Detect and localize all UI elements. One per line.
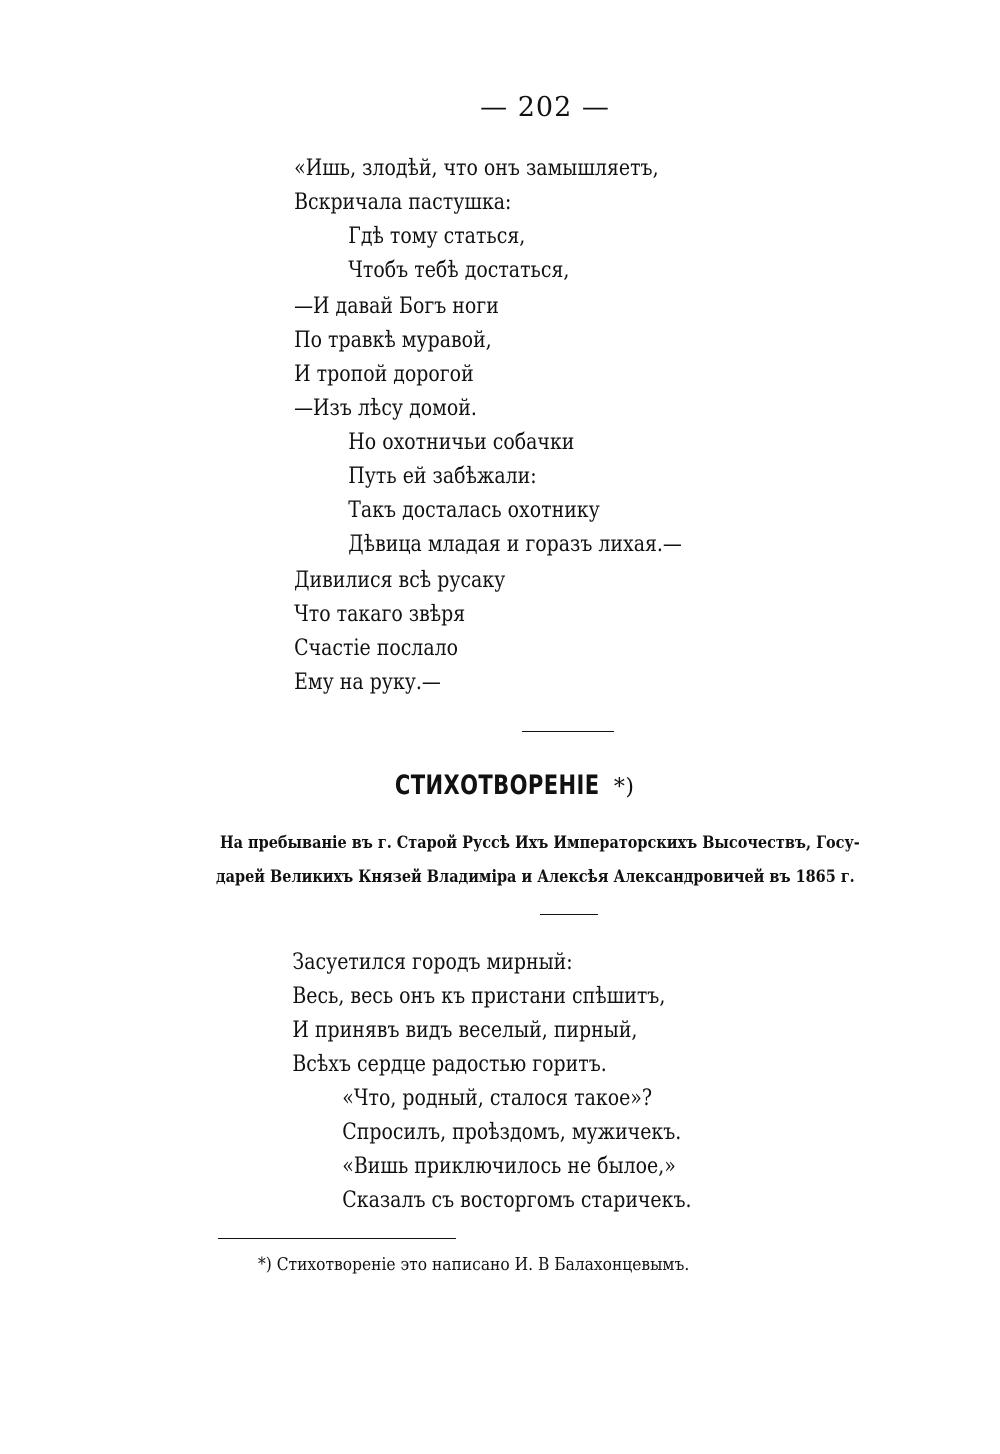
verse-line: Сказалъ съ восторгомъ старичекъ.: [342, 1188, 692, 1213]
verse-line: Путь ей забѣжали:: [348, 464, 537, 489]
verse-line: Вскричала пастушка:: [294, 190, 512, 215]
footnote-marker: *): [613, 775, 635, 800]
footnote-rule: [218, 1238, 456, 1239]
verse-line: Весь, весь онъ къ пристани спѣшитъ,: [292, 984, 666, 1009]
poem-title-text: СТИХОТВОРЕНІЕ: [394, 770, 600, 801]
verse-line: —И давай Богъ ноги: [294, 294, 499, 319]
verse-line: Но охотничьи собачки: [348, 430, 575, 455]
verse-line: Что такаго звѣря: [294, 602, 466, 627]
verse-line: Засуетился городъ мирный:: [292, 950, 573, 975]
verse-line: Спросилъ, проѣздомъ, мужичекъ.: [342, 1120, 682, 1145]
verse-line: «Ишь, злодѣй, что онъ замышляетъ,: [294, 156, 659, 181]
subtitle-line: дарей Великихъ Князей Владиміра и Алексѣя Александровичей въ 1865 г.: [216, 867, 855, 887]
page-number: — 202 —: [480, 92, 610, 123]
stanza-3: [0, 290, 1000, 426]
verse-line: «Что, родный, сталося такое»?: [342, 1086, 653, 1111]
verse-line: По травкѣ муравой,: [294, 328, 492, 353]
stanza-1: [0, 152, 1000, 220]
verse-line: Такъ досталась охотнику: [348, 498, 600, 523]
verse-line: Ему на руку.—: [294, 670, 441, 695]
verse-line: Дивилися всѣ русаку: [294, 568, 506, 593]
stanza-2: [0, 220, 1000, 288]
verse-line: «Вишь приключилось не былое,»: [342, 1154, 676, 1179]
verse-line: —Изъ лѣсу домой.: [294, 396, 477, 421]
verse-line: Чтобъ тебѣ достаться,: [348, 258, 570, 283]
poem-subtitle: [216, 826, 980, 894]
stanza-7: [0, 1082, 1000, 1218]
footnote: *) Стихотвореніе это написано И. В Балахонцевымъ.: [258, 1254, 690, 1275]
stanza-6: [0, 946, 1000, 1082]
verse-line: Гдѣ тому статься,: [348, 224, 526, 249]
stanza-4: [0, 426, 1000, 562]
verse-line: И тропой дорогой: [294, 362, 474, 387]
subtitle-divider: [540, 914, 598, 915]
poem-title: [0, 770, 1000, 801]
subtitle-line: На пребываніе въ г. Старой Руссѣ Ихъ Императорскихъ Высочествъ, Госу-: [220, 833, 860, 853]
section-divider: [522, 731, 614, 732]
verse-line: Дѣвица младая и горазъ лихая.—: [348, 532, 682, 557]
stanza-5: [0, 564, 1000, 700]
verse-line: Всѣхъ сердце радостью горитъ.: [292, 1052, 607, 1077]
verse-line: И принявъ видъ веселый, пирный,: [292, 1018, 638, 1043]
verse-line: Счастіе послало: [294, 636, 459, 661]
